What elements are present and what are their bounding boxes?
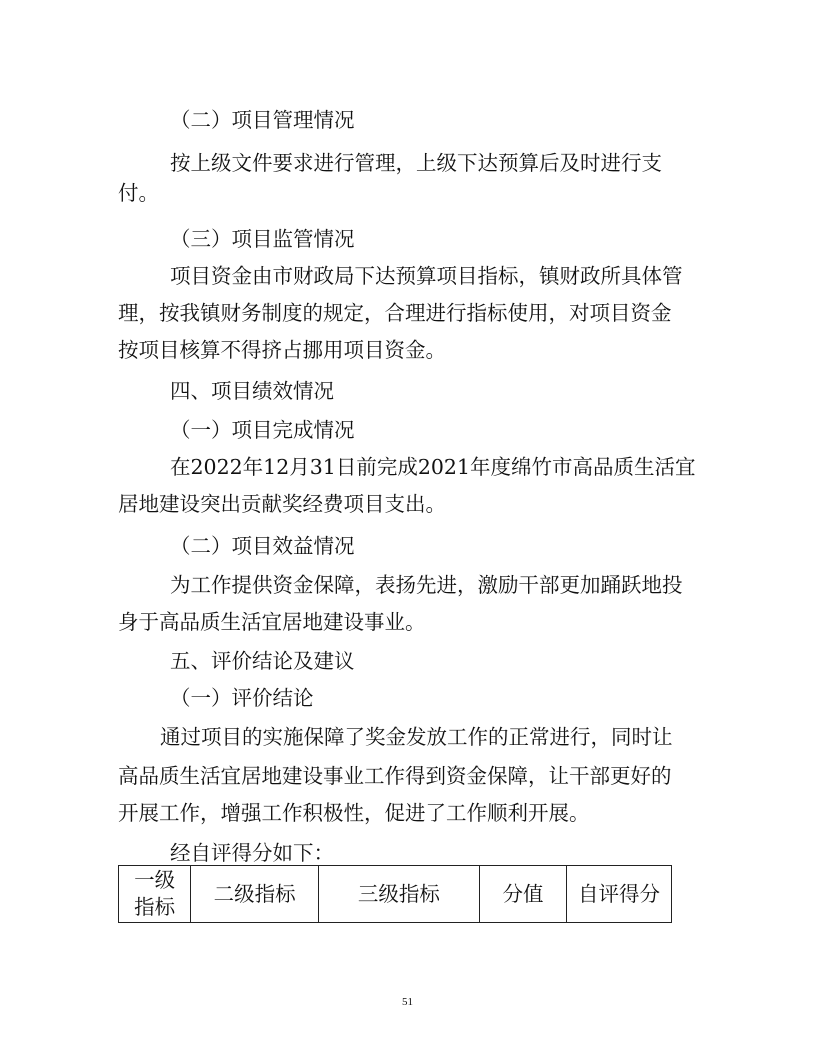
paragraph-line: 身于高品质生活宜居地建设事业。 xyxy=(118,610,426,634)
header-level-2 xyxy=(191,866,319,923)
paragraph-line: 通过项目的实施保障了奖金发放工作的正常进行，同时让 xyxy=(160,725,673,749)
heading-project-supervision: （三）项目监管情况 xyxy=(170,227,355,251)
paragraph-line: 为工作提供资金保障，表扬先进，激励干部更加踊跃地投 xyxy=(170,573,683,597)
header-level-1 xyxy=(119,866,191,923)
paragraph-line: 在2022年12月31日前完成2021年度绵竹市高品质生活宜 xyxy=(170,455,696,479)
header-score-label: 分值 xyxy=(502,881,544,906)
header-level-3-label: 三级指标 xyxy=(357,881,440,906)
section-heading-performance: 四、项目绩效情况 xyxy=(170,379,334,403)
heading-project-completion: （一）项目完成情况 xyxy=(170,418,355,442)
paragraph-line: 按项目核算不得挤占挪用项目资金。 xyxy=(118,338,446,362)
table-header-row xyxy=(119,866,672,923)
paragraph-line: 高品质生活宜居地建设事业工作得到资金保障，让干部更好的 xyxy=(118,764,672,788)
score-table xyxy=(118,865,672,923)
paragraph-line: 理，按我镇财务制度的规定，合理进行指标使用，对项目资金 xyxy=(118,301,672,325)
paragraph-line: 开展工作，增强工作积极性，促进了工作顺利开展。 xyxy=(118,801,590,825)
heading-evaluation-conclusion: （一）评价结论 xyxy=(170,686,314,710)
page-number: 51 xyxy=(402,996,413,1008)
header-self-score-label: 自评得分 xyxy=(578,881,661,906)
heading-project-management: （二）项目管理情况 xyxy=(170,108,355,132)
header-level-3 xyxy=(318,866,479,923)
paragraph-line: 按上级文件要求进行管理，上级下达预算后及时进行支 xyxy=(170,151,662,175)
header-self-score xyxy=(567,866,672,923)
paragraph-line: 项目资金由市财政局下达预算项目指标，镇财政所具体管 xyxy=(170,264,683,288)
paragraph-line: 居地建设突出贡献奖经费项目支出。 xyxy=(118,492,446,516)
header-score xyxy=(479,866,566,923)
score-intro: 经自评得分如下： xyxy=(170,841,334,865)
header-level-2-label: 二级指标 xyxy=(213,881,296,906)
paragraph-line: 付。 xyxy=(118,181,159,205)
header-level-1-label: 一级 指标 xyxy=(134,868,176,919)
section-heading-conclusion: 五、评价结论及建议 xyxy=(170,649,355,673)
heading-project-benefit: （二）项目效益情况 xyxy=(170,534,355,558)
